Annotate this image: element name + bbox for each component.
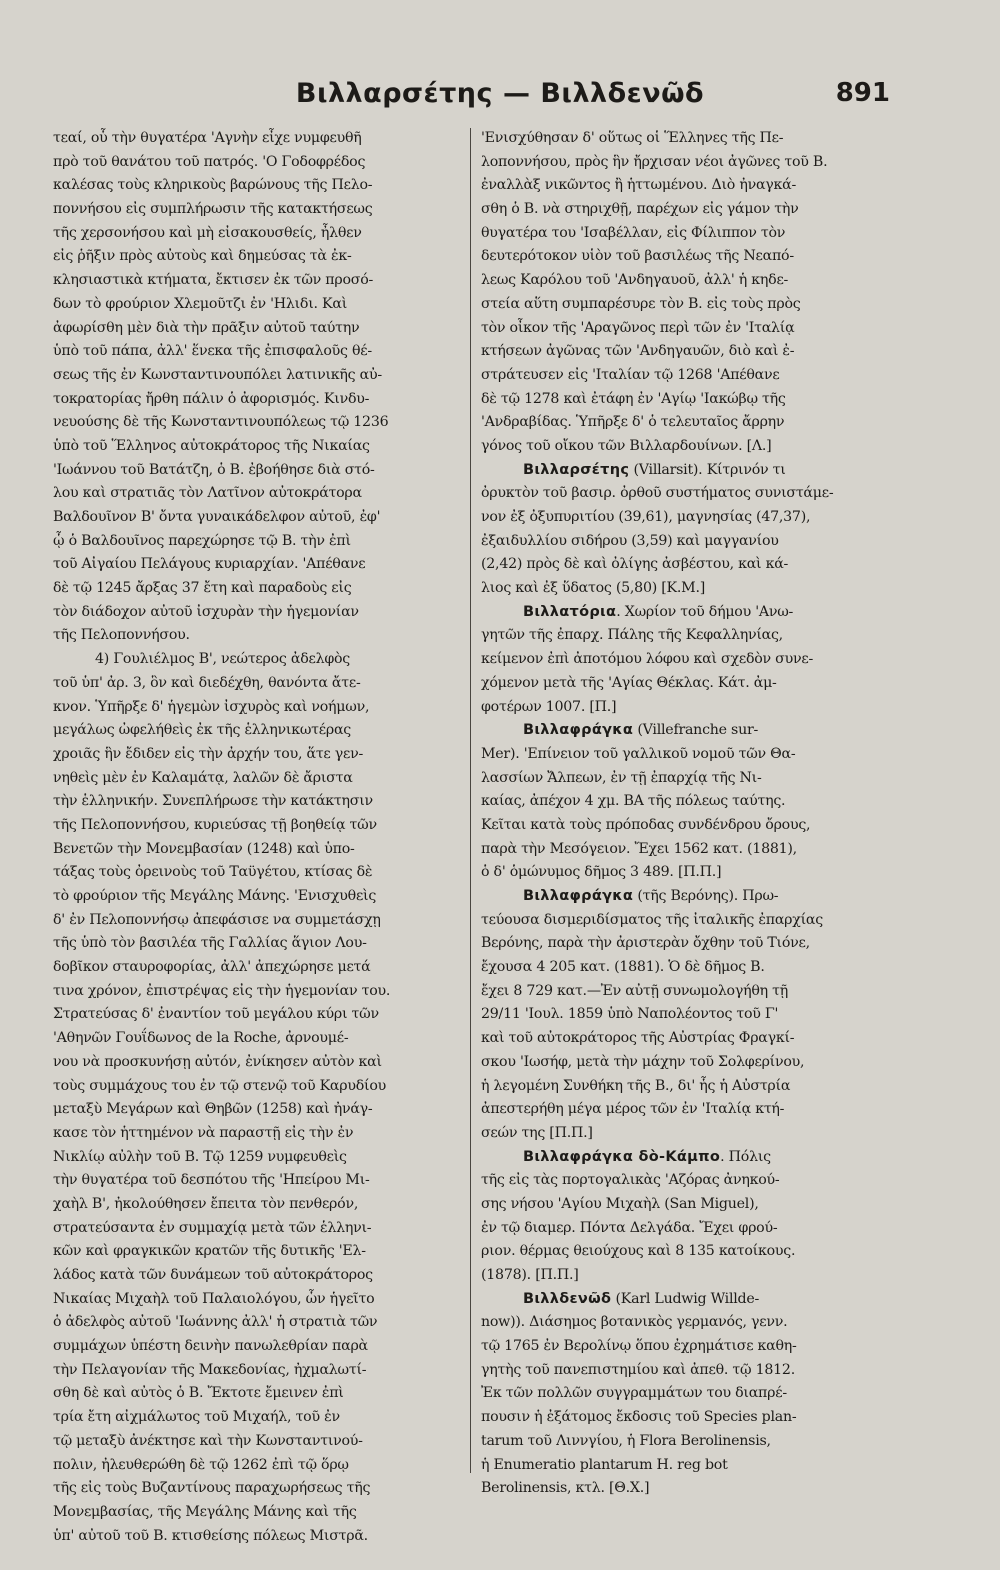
running-title: Βιλλαρσέτης — Βιλλδενῶδ	[295, 78, 705, 109]
text-line	[481, 980, 889, 1004]
entry-headword: Βιλλαρσέτης	[523, 461, 630, 478]
text-line: δὲ τῷ 1245 ἄρξας 37 ἔτη καὶ παραδοὺς εἰς	[53, 580, 352, 597]
text-line: συμμάχων ὑπέστη δεινὴν πανωλεθρίαν παρὰ	[53, 1338, 368, 1355]
text-line: ἀφωρίσθη μὲν διὰ τὴν πρᾶξιν αὐτοῦ ταύτην	[53, 319, 360, 336]
text-line: τῆς Πελοποννήσου, κυριεύσας τῇ βοηθείᾳ τῶν	[53, 816, 377, 833]
line-text: 'Ανδραβίδας. Ὑπῆρξε δ' ὁ τελευταῖος ἄρρην	[481, 414, 785, 431]
line-text: λασσίων Ἄλπεων, ἐν τῇ ἐπαρχίᾳ τῆς Νι-	[481, 769, 762, 786]
text-line	[481, 340, 889, 364]
line-text: φοτέρων 1007. [Π.]	[481, 698, 617, 715]
text-line: Στρατεύσας δ' ἐναντίον τοῦ μεγάλου κύρι τῶν	[53, 1006, 379, 1023]
text-line: τὴν Πελαγονίαν τῆς Μακεδονίας, ἠχμαλωτί-	[53, 1361, 367, 1378]
entry-line	[481, 719, 889, 743]
line-text: κτήσεων ἀγῶνας τῶν 'Ανδηγαυῶν, διὸ καὶ ἐ-	[481, 343, 795, 360]
line-text: στράτευσεν εἰς 'Ιταλίαν τῷ 1268 'Απέθανε	[481, 366, 780, 383]
line-text: κείμενον ἐπὶ ἀποτόμου λόφου καὶ σχεδὸν συνε-	[481, 651, 813, 668]
page-header	[0, 78, 1000, 122]
line-text: σεών της [Π.Π.]	[481, 1124, 593, 1141]
line-text: πουσιν ἡ ἐξάτομος ἔκδοσις τοῦ Species plan-	[481, 1409, 797, 1426]
line-text: ὁ δ' ὁμώνυμος δῆμος 3 489. [Π.Π.]	[481, 864, 722, 881]
text-line	[481, 506, 889, 530]
text-line	[481, 814, 889, 838]
text-line: ὁ ἀδελφὸς αὐτοῦ 'Ιωάννης ἀλλ' ἡ στρατιὰ τῶν	[53, 1314, 378, 1331]
line-text: δὲ τῷ 1278 καὶ ἐτάφη ἐν 'Αγίῳ 'Ιακώβῳ τῆς	[481, 390, 786, 407]
text-line	[481, 1098, 889, 1122]
text-line	[481, 1264, 889, 1288]
text-line	[481, 1193, 889, 1217]
line-text: (1878). [Π.Π.]	[481, 1267, 579, 1283]
line-text: (Villarsit). Κίτρινόν τι	[629, 461, 786, 478]
text-line: σεως τῆς ἐν Κωνσταντινουπόλει λατινικῆς αὐ-	[53, 366, 382, 383]
text-line	[481, 577, 889, 601]
text-line: δοβῖκον σταυροφορίας, ἀλλ' ἀπεχώρησε μετά	[53, 959, 371, 976]
text-line: τῆς ὑπὸ τὸν βασιλέα τῆς Γαλλίας ἅγιον Λου-	[53, 935, 367, 952]
line-text: τῆς εἰς τὰς πορτογαλικὰς 'Αζόρας ἀνηκού-	[481, 1172, 780, 1189]
text-line: τρία ἔτη αἰχμάλωτος τοῦ Μιχαήλ, τοῦ ἐν	[53, 1409, 340, 1426]
line-text: σης νήσου 'Αγίου Μιχαὴλ (San Miguel),	[481, 1195, 759, 1212]
text-line: τάξας τοὺς ὀρεινοὺς τοῦ Ταϋγέτου, κτίσας δὲ	[53, 864, 373, 881]
text-line	[481, 1311, 889, 1335]
entry-line	[481, 1288, 889, 1312]
line-text: λεως Καρόλου τοῦ 'Ανδηγαυοῦ, ἀλλ' ἡ κηδε-	[481, 272, 789, 289]
text-line: στρατεύσαντα ἐν συμμαχίᾳ μετὰ τῶν ἑλληνι-	[53, 1219, 372, 1236]
text-line: Μονεμβασίας, τῆς Μεγάλης Μάνης καὶ τῆς	[53, 1503, 357, 1520]
text-line: χροιᾶς ἣν ἔδιδεν εἰς τὴν ἀρχήν του, ἅτε γεν-	[53, 745, 364, 762]
text-line: καλέσας τοὺς κληρικοὺς βαρώνους τῆς Πελο-	[53, 177, 373, 194]
line-text: (Villefranche sur-	[633, 722, 759, 739]
entry-headword: Βιλλατόρια	[523, 603, 617, 620]
line-text: νον ἐξ ὀξυπυριτίου (39,61), μαγνησίας (47,37),	[481, 509, 811, 525]
text-line	[481, 909, 889, 933]
text-line: τὸν διάδοχον αὐτοῦ ἰσχυρὰν τὴν ἡγεμονίαν	[53, 603, 359, 620]
text-line: νευούσης δὲ τῆς Κωνσταντινουπόλεως τῷ 1236	[53, 414, 389, 431]
line-text: ἡ λεγομένη Συνθήκη τῆς Β., δι' ἧς ἡ Αὐστρία	[481, 1077, 791, 1094]
text-line: 'Ιωάννου τοῦ Βατάτζη, ὁ Β. ἐβοήθησε διὰ στό-	[53, 461, 375, 478]
text-line	[481, 1169, 889, 1193]
text-line: 'Αθηνῶν Γουΐδωνος de la Roche, ἀρνουμέ-	[53, 1030, 349, 1047]
line-text: σθη ὁ Β. νὰ στηριχθῇ, παρέχων εἰς γάμον τὴν	[481, 201, 799, 218]
text-line	[481, 861, 889, 885]
text-line	[481, 624, 889, 648]
text-line: 4) Γουλιέλμος Β', νεώτερος ἀδελφὸς	[95, 651, 351, 668]
text-line: ᾧ ὁ Βαλδουῖνος παρεχώρησε τῷ Β. τὴν ἐπὶ	[53, 532, 351, 549]
line-text: . Πόλις	[720, 1148, 771, 1165]
text-line: τοῦ ὑπ' ἀρ. 3, ὃν καὶ διεδέχθη, θανόντα ἄτε-	[53, 674, 361, 691]
text-line	[481, 1075, 889, 1099]
text-line	[481, 1359, 889, 1383]
line-text: 29/11 'Ιουλ. 1859 ὑπὸ Ναπολέοντος τοῦ Γ'	[481, 1006, 779, 1023]
text-line: τῆς χερσονήσου καὶ μὴ εἰσακουσθείς, ἦλθεν	[53, 224, 362, 241]
line-text: now)). Διάσημος βοτανικὸς γερμανός, γενν.	[481, 1314, 788, 1331]
text-line: λου καὶ στρατιᾶς τὸν Λατῖνον αὐτοκράτορα	[53, 485, 362, 502]
text-line	[481, 932, 889, 956]
line-text: καὶ τοῦ αὐτοκράτορος τῆς Αὐστρίας Φραγκί-	[481, 1030, 795, 1047]
text-line: τινα χρόνον, ἐπιστρέψας εἰς τὴν ἡγεμονίαν του.	[53, 982, 391, 999]
text-line	[481, 1051, 889, 1075]
text-line	[481, 151, 889, 175]
text-line: ὑπ' αὐτοῦ τοῦ Β. κτισθείσης πόλεως Μιστρᾶ.	[53, 1527, 368, 1544]
text-line: τεαί, οὗ τὴν θυγατέρα 'Αγνὴν εἶχε νυμφευθῆ	[53, 130, 362, 146]
text-line: μεγάλως ὠφελήθεὶς ἐκ τῆς ἑλληνικωτέρας	[53, 722, 351, 739]
text-line: λάδος κατὰ τῶν δυνάμεων τοῦ αὐτοκράτορος	[53, 1267, 373, 1283]
line-text: θυγατέρα του 'Ισαβέλλαν, εἰς Φίλιππον τὸν	[481, 224, 786, 241]
line-text: Berolinensis, κτλ. [Θ.Χ.]	[481, 1480, 650, 1497]
text-line: χαὴλ Β', ἠκολούθησεν ἔπειτα τὸν πενθερόν,	[53, 1195, 359, 1212]
line-text: ἀπεστερήθη μέγα μέρος τῶν ἐν 'Ιταλίᾳ κτή-	[481, 1101, 785, 1118]
line-text: δευτερότοκον υἱὸν τοῦ βασιλέως τῆς Νεαπό-	[481, 248, 794, 265]
text-line: κλησιαστικὰ κτήματα, ἔκτισεν ἐκ τῶν προσό-	[53, 272, 374, 289]
page-number: 891	[835, 78, 890, 108]
text-line: τῆς Πελοποννήσου.	[53, 627, 190, 644]
text-line: τοὺς συμμάχους του ἐν τῷ στενῷ τοῦ Καρυδίου	[53, 1077, 386, 1094]
text-line	[481, 838, 889, 862]
line-text: σκου 'Ιωσήφ, μετὰ τὴν μάχην τοῦ Σολφερίνου,	[481, 1053, 805, 1070]
text-line: νου νὰ προσκυνήσῃ αὐτόν, ἐνίκησεν αὐτὸν καὶ	[53, 1053, 382, 1070]
text-line: δων τὸ φρούριον Χλεμοῦτζι ἐν 'Ηλιδι. Καὶ	[53, 295, 348, 312]
text-line	[481, 364, 889, 388]
left-column	[53, 127, 461, 1544]
text-line: μεταξὺ Μεγάρων καὶ Θηβῶν (1258) καὶ ἠνάγ-	[53, 1101, 373, 1118]
entry-headword: Βιλλαφράγκα δὸ-Κάμπο	[523, 1148, 721, 1165]
line-text: λοποννήσου, πρὸς ἣν ἤρχισαν νέοι ἀγῶνες τοῦ Β.	[481, 153, 828, 170]
line-text: καίας, ἀπέχον 4 χμ. ΒΑ τῆς πόλεως ταύτης.	[481, 793, 786, 810]
text-line	[481, 245, 889, 269]
line-text: Βερόνης, παρὰ τὴν ἀριστερὰν ὄχθην τοῦ Τιόνε,	[481, 935, 810, 952]
text-line	[481, 1382, 889, 1406]
line-text: (2,42) πρὸς δὲ καὶ ὀλίγης ἀσβέστου, καὶ κά-	[481, 556, 789, 573]
line-text: tarum τοῦ Λιννγίου, ἡ Flora Berolinensis,	[481, 1432, 771, 1449]
line-text: τεύουσα δισμεριδίσματος τῆς ἰταλικῆς ἐπαρχίας	[481, 911, 823, 928]
column-divider	[470, 128, 471, 1473]
text-line: κῶν καὶ φραγκικῶν κρατῶν τῆς δυτικῆς 'Ελ-	[53, 1243, 366, 1260]
line-text: ἔχει 8 729 κατ.—Ἐν αὐτῇ συνωμολογήθη τῇ	[481, 982, 788, 999]
line-text: χόμενον μετὰ τῆς 'Αγίας Θέκλας. Κάτ. ἀμ-	[481, 674, 777, 691]
entry-headword: Βιλλδενῶδ	[523, 1290, 612, 1307]
text-line: τῷ μεταξὺ ἀνέκτησε καὶ τὴν Κωνσταντινού-	[53, 1432, 363, 1449]
right-column	[481, 127, 889, 1527]
text-line	[481, 222, 889, 246]
text-line	[481, 530, 889, 554]
text-line	[481, 1240, 889, 1264]
text-line	[481, 790, 889, 814]
text-line: πρὸ τοῦ θανάτου τοῦ πατρός. 'Ο Γοδοφρέδος	[53, 153, 366, 170]
line-text: ἐν τῷ διαμερ. Πόντα Δελγάδα. Ἔχει φρού-	[481, 1219, 778, 1236]
text-line: Νικλίῳ αὐλὴν τοῦ Β. Τῷ 1259 νυμφευθεὶς	[53, 1148, 347, 1165]
text-line	[481, 1335, 889, 1359]
line-text: ἐναλλὰξ νικῶντος ἢ ἡττωμένου. Διὸ ἠναγκά-	[481, 177, 796, 194]
text-line	[481, 435, 889, 459]
text-line	[481, 672, 889, 696]
text-line: πολιν, ἠλευθερώθη δὲ τῷ 1262 ἐπὶ τῷ ὅρῳ	[53, 1456, 349, 1473]
line-text: ἡ Enumeratio plantarum H. reg bot	[481, 1456, 728, 1473]
line-text: γητὴς τοῦ πανεπιστημίου καὶ ἀπεθ. τῷ 1812.	[481, 1361, 795, 1378]
line-text: γόνος τοῦ οἴκου τῶν Βιλλαρδουίνων. [Λ.]	[481, 437, 772, 454]
text-line: κασε τὸν ἡττημένον νὰ παραστῇ εἰς τὴν ἐν	[53, 1124, 354, 1141]
text-line: δ' ἐν Πελοποννήσῳ ἀπεφάσισε να συμμετάσχῃ	[53, 911, 381, 928]
text-line: Βενετῶν τὴν Μονεμβασίαν (1248) καὶ ὑπο-	[53, 840, 355, 857]
line-text: τῷ 1765 ἐν Βερολίνῳ ὅπου ἐχρημάτισε καθη-	[481, 1338, 797, 1355]
text-line: ὑπὸ τοῦ πάπα, ἀλλ' ἕνεκα τῆς ἐπισφαλοῦς θέ-	[53, 343, 372, 360]
line-text: ὀρυκτὸν τοῦ βασιρ. ὀρθοῦ συστήματος συνιστάμε-	[481, 485, 834, 502]
text-line	[481, 293, 889, 317]
text-line	[481, 1003, 889, 1027]
text-line: ποννήσου εἰς συμπλήρωσιν τῆς κατακτήσεως	[53, 201, 373, 218]
text-line	[481, 767, 889, 791]
text-line	[481, 1406, 889, 1430]
text-line	[481, 553, 889, 577]
line-text: παρὰ τὴν Μεσόγειον. Ἔχει 1562 κατ. (1881),	[481, 840, 797, 857]
entry-line	[481, 459, 889, 483]
entry-line	[481, 601, 889, 625]
text-line	[481, 743, 889, 767]
line-text: Mer). 'Επίνειον τοῦ γαλλικοῦ νομοῦ τῶν Θα-	[481, 745, 796, 762]
text-line: τῆς εἰς τοὺς Βυζαντίνους παραχωρήσεως τῆς	[53, 1480, 371, 1497]
entry-line	[481, 1146, 889, 1170]
line-text: ριον. θέρμας θειούχους καὶ 8 135 κατοίκους.	[481, 1243, 796, 1260]
text-line: Βαλδουῖνον Β' ὄντα γυναικάδελφον αὐτοῦ, ἐφ'	[53, 509, 381, 525]
line-text: ἔχουσα 4 205 κατ. (1881). Ὁ δὲ δῆμος Β.	[481, 959, 765, 976]
text-line	[481, 1122, 889, 1146]
text-line: ὑπὸ τοῦ Ἕλληνος αὐτοκράτορος τῆς Νικαίας	[53, 437, 370, 454]
line-text: (Karl Ludwig Willde-	[611, 1290, 760, 1307]
text-line	[481, 1477, 889, 1501]
text-line: Νικαίας Μιχαὴλ τοῦ Παλαιολόγου, ὧν ἡγεῖτο	[53, 1290, 375, 1307]
line-text: ἐξαιδυλλίου σιδήρου (3,59) καὶ μαγγανίου	[481, 532, 779, 549]
text-line: τοκρατορίας ἤρθη πάλιν ὁ ἀφορισμός. Κινδυ-	[53, 390, 370, 407]
text-line: τὴν ἑλληνικήν. Συνεπλήρωσε τὴν κατάκτησιν	[53, 793, 373, 810]
text-line	[481, 956, 889, 980]
text-line	[481, 388, 889, 412]
text-line	[481, 696, 889, 720]
text-line	[481, 1217, 889, 1241]
text-line: εἰς ῥῆξιν πρὸς αὐτοὺς καὶ δημεύσας τὰ ἐκ-	[53, 248, 352, 265]
text-line: κνον. Ὑπῆρξε δ' ἡγεμὼν ἰσχυρὸς καὶ νοήμων,	[53, 698, 370, 715]
text-line	[481, 411, 889, 435]
text-line	[481, 648, 889, 672]
line-text: Κεῖται κατὰ τοὺς πρόποδας συνδένδρου ὄρους,	[481, 816, 811, 833]
line-text: τὸν οἶκον τῆς 'Αραγῶνος περὶ τῶν ἐν 'Ιταλίᾳ	[481, 319, 795, 336]
text-line	[481, 317, 889, 341]
text-line	[481, 127, 889, 151]
text-line: τὴν θυγατέρα τοῦ δεσπότου τῆς 'Ηπείρου Μι-	[53, 1172, 370, 1189]
line-text: λιος καὶ ἐξ ὕδατος (5,80) [Κ.Μ.]	[481, 580, 705, 597]
entry-line	[481, 885, 889, 909]
entry-headword: Βιλλαφράγκα	[523, 722, 634, 739]
text-line	[481, 198, 889, 222]
line-text: στεία αὕτη συμπαρέσυρε τὸν Β. εἰς τοὺς πρὸς	[481, 295, 801, 312]
text-line	[481, 1454, 889, 1478]
text-line: νηθεὶς μὲν ἐν Καλαμάτᾳ, λαλῶν δὲ ἄριστα	[53, 769, 353, 786]
line-text: 'Ενισχύθησαν δ' οὕτως οἱ Ἕλληνες τῆς Πε-	[481, 130, 784, 146]
text-line	[481, 1430, 889, 1454]
text-line: τὸ φρούριον τῆς Μεγάλης Μάνης. 'Ενισχυθεὶς	[53, 888, 377, 904]
text-line	[481, 482, 889, 506]
entry-headword: Βιλλαφράγκα	[523, 888, 634, 904]
text-line: σθη δὲ καὶ αὐτὸς ὁ Β. Ἔκτοτε ἔμεινεν ἐπὶ	[53, 1385, 344, 1402]
text-line: τοῦ Αἰγαίου Πελάγους κυριαρχίαν. 'Απέθανε	[53, 556, 366, 573]
text-line	[481, 174, 889, 198]
line-text: Ἐκ τῶν πολλῶν συγγραμμάτων του διαπρέ-	[481, 1385, 787, 1402]
line-text: . Χωρίον τοῦ δήμου 'Ανω-	[616, 603, 794, 620]
text-line	[481, 269, 889, 293]
line-text: γητῶν τῆς ἐπαρχ. Πάλης τῆς Κεφαλληνίας,	[481, 627, 783, 644]
text-line	[481, 1027, 889, 1051]
line-text: (τῆς Βερόνης). Πρω-	[633, 888, 779, 904]
